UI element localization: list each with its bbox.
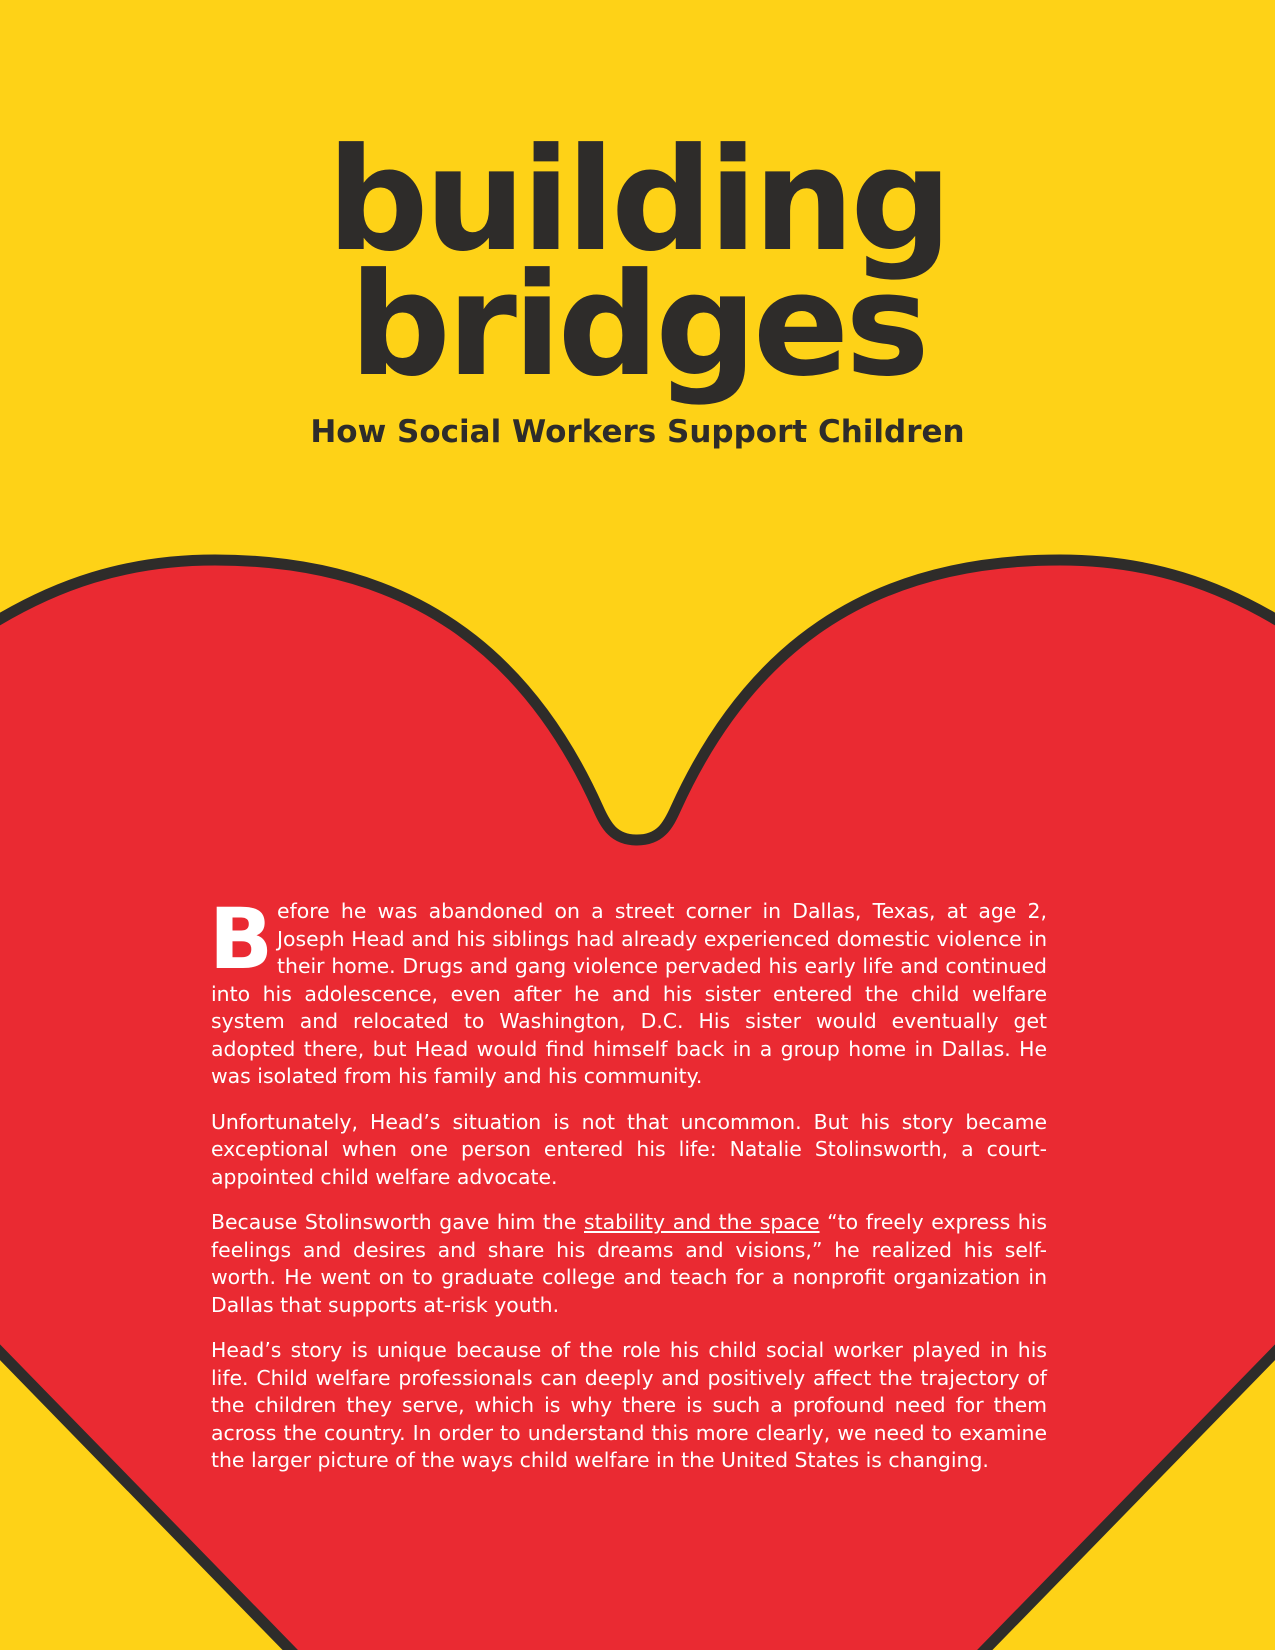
article-paragraph-4: Head’s story is unique because of the role his child social worker played in his life. Child welfare professionals can deeply and positively affect the trajectory of the children they serve, which is why there is such a profound need for them across the country. In order to understand this more clearly, we need to examine the larger picture of the ways child welfare in the United States is changing. xyxy=(211,1338,1047,1472)
drop-cap: B xyxy=(209,890,274,988)
subtitle: How Social Workers Support Children xyxy=(310,414,965,450)
article-body xyxy=(209,890,1047,1493)
stability-and-space-link[interactable]: stability and the space xyxy=(584,1210,820,1234)
article-paragraph-2: Unfortunately, Head’s situation is not that uncommon. But his story became exceptional when one person entered his life: Natalie Stolinsworth, a court-appointed child welfare advocate. xyxy=(211,1109,1047,1189)
paragraph-1-text: efore he was abandoned on a street corner in Dallas, Texas, at age 2, Joseph Head and his siblings had already experienced domestic violence in their home. Drugs and gang violence pervaded his early life and continued into his adolescence, even after he and his sister entered the child welfare system and relocated to Washington, D.C. His sister would eventually get adopted there, but Head would find himself back in a group home in Dallas. He was isolated from his family and his community. xyxy=(211,899,1047,1088)
title-line-bridges: bridges xyxy=(349,243,926,408)
paragraph-3-text-after-link: “to freely express his feelings and desires and share his dreams and visions,” he realized his self-worth. He went on to graduate college and teach for a nonprofit organization in Dallas that supports at-risk youth. xyxy=(211,1210,1047,1317)
paragraph-3-text-before-link: Because Stolinsworth gave him the xyxy=(211,1210,584,1234)
title-line-building: building xyxy=(326,118,949,283)
article-paragraph-3 xyxy=(211,1209,1047,1319)
article-paragraph-1 xyxy=(209,890,1047,1091)
